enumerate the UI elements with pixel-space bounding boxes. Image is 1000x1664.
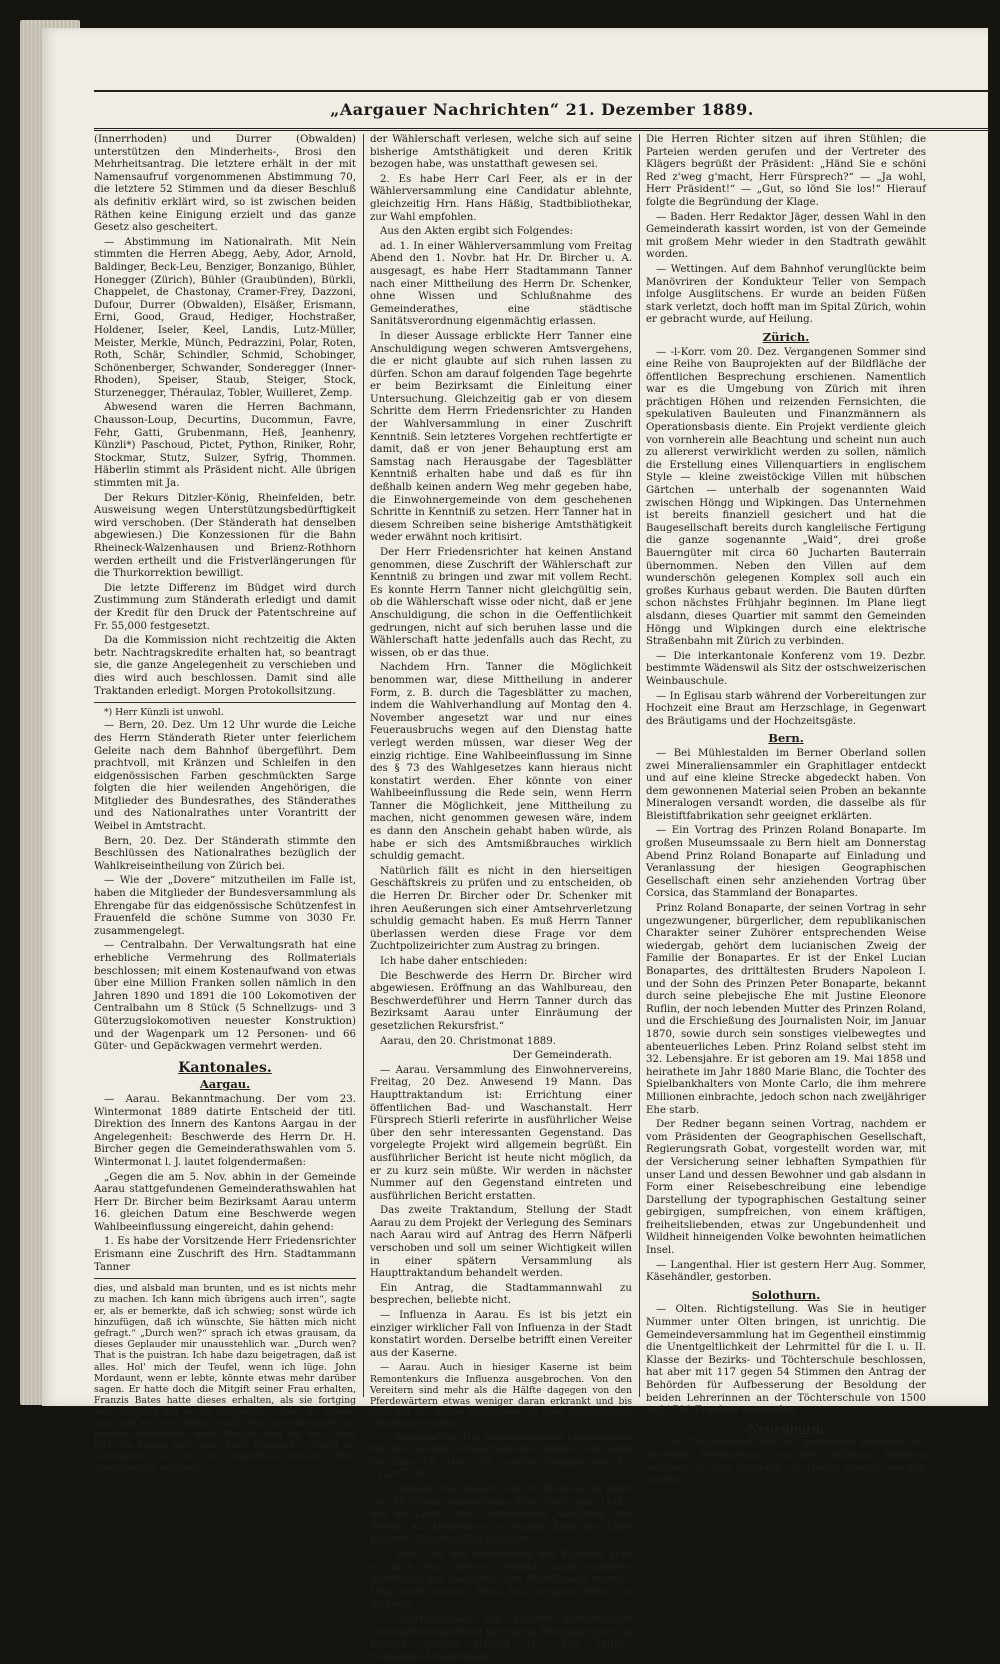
- article-paragraph: der Wählerschaft verlesen, welche sich auf seine bisherige Amtsthätigkeit und deren Kritik bezogen habe, was unstatthaft gewesen sei.: [370, 134, 632, 171]
- article-paragraph: — Aarau. Versammlung des Einwohnervereins, Freitag, 20 Dez. Anwesend 19 Mann. Das Haupttraktandum ist: Errichtung einer öffentlichen Bad- und Waschanstalt. Herr Fürsprech Stierli referirte in ausführlicher Weise über den sehr interessanten Gegenstand. Das vorgelegte Projekt wird allgemein begrüßt. Ein ausführlicher Bericht ist heute nicht möglich, da er zu kurz sein müßte. Wir werden in nächster Nummer auf den Gegenstand eintreten und ausführlichen Bericht erstatten.: [370, 1064, 632, 1202]
- article-paragraph: — Bei Mühlestalden im Berner Oberland sollen zwei Mineraliensammler ein Graphitlager entdeckt und auf eine kleine Strecke abgedeckt haben. Von dem gewonnenen Material seien Proben an bekannte Mineralogen versandt worden, die dasselbe als für Bleistiftfabrikation sehr geeignet erklärten.: [646, 747, 926, 822]
- article-paragraph: — In Eglisau starb während der Vorbereitungen zur Hochzeit eine Braut am Herzschlage, in Gegenwart des Bräutigams und der Hochzeitsgäste.: [646, 690, 926, 727]
- article-paragraph: Da die Kommission nicht rechtzeitig die Akten betr. Nachtragskredite erhalten hat, so beantragt sie, die ganze Angelegenheit zu verschieben und dies wird auch beschlossen. Damit sind alle Traktanden erledigt. Morgen Protokollsitzung.: [94, 635, 356, 697]
- article-paragraph: Aarau, den 20. Christmonat 1889.: [380, 1035, 556, 1047]
- article-paragraph: Der Herr Friedensrichter hat keinen Anstand genommen, diese Zuschrift der Wählerschaft zur Kenntniß zu bringen und zwar mit vollem Recht. Es konnte Herrn Tanner nicht gleichgültig sein, ob die Wählerschaft wisse oder nicht, daß er jene Anschuldigung, die schon in die Oeffentlichkeit gedrungen, nicht auf sich beruhen lasse und die Wählerschaft hatte jedenfalls auch das Recht, zu wissen, ob er das thue.: [370, 547, 632, 659]
- article-paragraph: — Die interkantonale Konferenz vom 19. Dezbr. bestimmte Wädenswil als Sitz der ostschweizerischen Weinbauschule.: [646, 650, 926, 687]
- article-paragraph: — Bremgarten. Die eingegangenen Liebesgaben für die Anstalt schwachsinniger Kinder betragen bis zum 15. Dez. die schöne Summe von Fr. 12,297. 95.: [370, 1431, 632, 1481]
- article-paragraph: Die Herren Richter sitzen auf ihren Stühlen; die Parteien werden gerufen und der Vertreter des Klägers begrüßt der Präsident: „Händ Sie e schöni Red z'weg g'macht, Herr Fürsprech?“ — „Ja wohl, Herr Präsident!“ — „Gut, so lönd Sie los!“ Hierauf folgte die Begründung der Klage.: [646, 134, 926, 208]
- article-paragraph: — Bern, 20. Dez. Um 12 Uhr wurde die Leiche des Herrn Ständerath Rieter unter feierlichem Geleite nach dem Bahnhof übergeführt. Dem prachtvoll, mit Kränzen und Schleifen in den eidgenössischen Farben geschmückten Sarge folgten die hier weilenden Angehörigen, die Mitglieder des Bundesrathes, des Ständerathes und des Nationalrathes unter Vorantritt der Weibel in Amtstracht.: [94, 720, 356, 833]
- masthead: „Aargauer Nachrichten“ 21. Dezember 1889.: [330, 100, 754, 119]
- masthead-rule: [94, 128, 990, 131]
- article-paragraph: (Innerrhoden) und Durrer (Obwalden) unterstützen den Minderheits-, Brosi den Mehrheitsantrag. Die letztere erhält in der mit Namensaufruf vorgenommenen Abstimmung 70, die letztere 52 Stimmen und da dieser Beschluß als definitiv erklärt wird, so ist zwischen beiden Räthen keine Einigung erzielt und das ganze Gesetz also gescheitert.: [94, 134, 356, 234]
- article-paragraph: — Wie der „Dovere“ mitzutheilen im Falle ist, haben die Mitglieder der Bundesversammlung als Ehrengabe für das eidgenössische Schützenfest in Frauenfeld die schöne Summe von 3030 Fr. zusammengelegt.: [94, 875, 356, 937]
- column-divider: [639, 134, 640, 1397]
- column-divider: [363, 134, 364, 1397]
- article-paragraph: — Aarau. Auch in hiesiger Kaserne ist beim Remontenkurs die Influenza ausgebrochen. Von den Vereitern sind mehr als die Hälfte dagegen von den Pferdewärtern etwas weniger daran erkrankt und bis jetzt hat die davon Betroffenen in dem Kantonsspital verbracht worden.: [370, 1362, 632, 1430]
- article-paragraph: Die letzte Differenz im Büdget wird durch Zustimmung zum Ständerath erledigt und damit der Kredit für den Druck der Patentschreine auf Fr. 55,000 festgesetzt.: [94, 582, 356, 632]
- column-3: [646, 134, 926, 1487]
- article-paragraph: — Olten. Richtigstellung. Was Sie in heutiger Nummer unter Olten bringen, ist unrichtig. Die Gemeindeversammlung hat im Gegentheil einstimmig die Unentgeltlichkeit der Lehrmittel für die I. u. II. Klasse der Bezirks- und Töchterschule beschlossen, hat aber mit 117 gegen 54 Stimmen den Antrag der Behörden für Aufbesserung der Besoldung der beiden Lehrerinnen an der Töchterschule von 1500 auf 1700 Franken verworfen.: [646, 1304, 926, 1417]
- article-paragraph: — -l-Korr. vom 20. Dez. Vergangenen Sommer sind eine Reihe von Bauprojekten auf der Bildfläche der öffentlichen Besprechung erschienen. Namentlich war es die Umgebung von Zürich mit ihren prächtigen Höhen und reizenden Fernsichten, die spekulativen Bauleuten und Finanzmännern als Operationsbasis diente. Ein Projekt verdiente gleich von vornherein alle Beachtung und scheint nun auch zu allererst verwirklicht werden zu sollen, nämlich die Erstellung eines Villenquartiers in englischem Style — kleine zweistöckige Villen mit hübschen Gärtchen — unterhalb der sogenannten Waid zwischen Höngg und Wipkingen. Das Unternehmen ist bereits finanziell gesichert und hat die Baugesellschaft bereits durch kangleiische Fertigung die ganze sogenannte „Waid“, drei große Bauerngüter mit circa 60 Jucharten Bauterrain übernommen. Neben den Villen auf dem wunderschön gelegenen Komplex soll auch ein großes Kurhaus gebaut werden. Die Bauten dürften schon nächstes Frühjahr beginnen. Im Plane liegt alsdann, dieses Quartier mit sammt den Gemeinden Höngg und Wipkingen durch eine elektrische Straßenbahn mit Zürich zu verbinden.: [646, 346, 926, 648]
- article-paragraph: Prinz Roland Bonaparte, der seinen Vortrag in sehr ungezwungener, bürgerlicher, dem republikanischen Charakter seiner Zuhörer entsprechenden Weise wiedergab, gehört dem lucianischen Zweig der Familie der Bonapartes. Er ist der Enkel Lucian Bonapartes, des drittältesten Bruders Napoleon I. und der Sohn des Prinzen Peter Bonaparte, bekannt durch seine plebejische Ehe mit Justine Eleonore Ruflin, der noch lebenden Mutter des Prinzen Roland, und die Erschießung des Journalisten Noir, im Januar 1870, sowie durch sein sonstiges vielbewegtes und abenteuerliches Leben. Prinz Roland selbst steht im 32. Lebensjahre. Er ist geboren am 19. Mai 1858 und heirathete im Jahr 1880 Marie Blanc, die Tochter des Spielbankhalters von Monte Carlo, die ihm mehrere Millionen einbrachte, jedoch schon nach zweijähriger Ehe starb.: [646, 903, 926, 1116]
- feuilleton-separator: [94, 1278, 356, 1279]
- section-heading-solothurn: Solothurn.: [751, 1287, 821, 1302]
- column-2: [370, 134, 632, 1663]
- article-paragraph: 1. Es habe der Vorsitzende Herr Friedensrichter Erismann eine Zuschrift des Hrn. Stadtammann Tanner: [94, 1236, 356, 1273]
- article-paragraph: Ich habe daher entschieden:: [380, 956, 528, 967]
- footnote: *) Herr Künzli ist unwohl.: [104, 707, 224, 719]
- article-paragraph: — Ein Vortrag des Prinzen Roland Bonaparte. Im großen Museumssaale zu Bern hielt am Donnerstag Abend Prinz Roland Bonaparte auf Einladung und Veranlassung der hiesigen Geographischen Gesellschaft einen sehr anziehenden Vortrag über Corsica, das Stammland der Bonapartes.: [646, 825, 926, 900]
- article-paragraph: Aus den Akten ergibt sich Folgendes:: [380, 226, 573, 238]
- article-paragraph: — Wohlen. Die dieser Tage in Wohlen, im Alter von 86 Jahren verstorbene Frau Isler, geb. Lüthy, hat im Laufe ihrer vieljährigen Ausübung des Berufs als Hebamme in runder Zahl bei 1800 Kindern Geburtshülfe geleistet.: [370, 1484, 632, 1546]
- signature: Der Gemeinderath.: [512, 1050, 612, 1062]
- article-paragraph: Bern, 20. Dez. Der Ständerath stimmte den Beschlüssen des Nationalrathes bezüglich der Wahlkreiseintheilung von Zürich bei.: [94, 835, 356, 872]
- article-paragraph: — Langenthal. Hier ist gestern Herr Aug. Sommer, Käsehändler, gestorben.: [646, 1259, 926, 1284]
- section-heading-kantonales: Kantonales.: [178, 1059, 272, 1076]
- article-paragraph: Die Beschwerde des Herrn Dr. Bircher wird abgewiesen. Eröffnung an das Wahlbureau, den Beschwerdeführer und Herrn Tanner durch das Bezirksamt Aarau unter Einräumung der gesetzlichen Rekursfrist.“: [370, 970, 632, 1032]
- article-paragraph: — Baden. Herr Redaktor Jäger, dessen Wahl in den Gemeinderath kassirt worden, ist von der Gemeinde mit großem Mehr wieder in den Stadtrath gewählt worden.: [646, 211, 926, 261]
- article-paragraph: Nachdem Hrn. Tanner die Möglichkeit benommen war, diese Mittheilung in anderer Form, z. B. durch die Tagesblätter zu machen, indem die Wahlverhandlung auf Montag den 4. November angesetzt war und nur eines Feuerausbruchs wegen auf den Dienstag hatte verlegt werden müssen, war dieser Weg der einzig richtige. Eine Wahlbeeinflussung im Sinne des § 73 des Wahlgesetzes kann hieraus nicht konstatirt werden. Eher könnte von einer Wahlbeeinflussung die Rede sein, wenn Herrn Tanner die Möglichkeit, jene Mittheilung zu machen, nicht genommen gewesen wäre, indem es dann den Anschein gehabt haben würde, als habe er sich des Amtsmißbrauches wirklich schuldig gemacht.: [370, 662, 632, 863]
- article-paragraph: In dieser Aussage erblickte Herr Tanner eine Anschuldigung wegen schweren Amtsvergehens, die er nicht glaubte auf sich ruhen lassen zu dürfen. Schon am darauf folgenden Tage begehrte er beim Bezirksamt die Einleitung einer Untersuchung. Gleichzeitig gab er von diesem Schritte dem Herrn Friedensrichter zu Handen der Wahlversammlung in einer Zuschrift Kenntniß. Sein letzteres Vorgehen rechtfertigte er damit, daß er von jener Behauptung erst am Samstag nach Herausgabe der Tagesblätter Kenntniß erhalten habe und daß es für ihn deßhalb keinen andern Weg mehr gegeben habe, die Einwohnergemeinde von dem geschehenen Schritte in Kenntniß zu setzen. Herr Tanner hat in diesem Schreiben seine bisherige Amtsthätigkeit weder erwähnt noch kritisirt.: [370, 330, 632, 544]
- article-paragraph: — Influenza in Aarau. Es ist bis jetzt ein einziger wirklicher Fall von Influenza in der Stadt konstatirt worden. Derselbe betrifft einen Vereiter aus der Kaserne.: [370, 1310, 632, 1359]
- article-paragraph: — Abstimmung im Nationalrath. Mit Nein stimmten die Herren Abegg, Aeby, Ador, Arnold, Baldinger, Beck-Leu, Benziger, Bonzanigo, Bühler, Honegger (Zürich), Bühler (Graubünden), Bürkli, Chappelet, de Chastonay, Cramer-Frey, Dazzoni, Dufour, Durrer (Obwalden), Elsäßer, Erismann, Erni, Good, Graud, Hediger, Hochstraßer, Holdener, Iseler, Keel, Landis, Lutz-Müller, Meister, Merkle, Münch, Pedrazzini, Polar, Roten, Roth, Schär, Schindler, Schmid, Schobinger, Schönenberger, Schwander, Sonderegger (Inner-Rhoden), Speiser, Staub, Steiger, Stock, Sturzenegger, Théraulaz, Tobler, Wuilleret, Zemp.: [94, 236, 356, 399]
- article-paragraph: „Gegen die am 5. Nov. abhin in der Gemeinde Aarau stattgefundenen Gemeinderathswahlen hat Herr Dr. Bircher beim Bezirksamt Aarau unterm 16. gleichen Datum eine Beschwerde wegen Wahlbeeinflussung eingereicht, dahin gehend:: [94, 1171, 356, 1233]
- section-heading-bern: Bern.: [768, 731, 804, 746]
- section-heading-aargau: Aargau.: [199, 1077, 251, 1092]
- top-rule: [94, 90, 990, 92]
- section-heading-neuenburg: Neuenburg.: [747, 1420, 825, 1435]
- article-paragraph: — Centralbahn. Der Verwaltungsrath hat eine erhebliche Vermehrung des Rollmaterials beschlossen; mit einem Kostenaufwand von etwas über eine Million Franken sollen nämlich in den Jahren 1890 und 1891 die 100 Lokomotiven der Centralbahn um 8 Stück (5 Schnellzugs- und 3 Güterzugslokomotiven neuester Konstruktion) und der Wagenpark um 12 Personen- und 66 Güter- und Gepäckwagen vermehrt werden.: [94, 940, 356, 1053]
- article-paragraph: Der Redner begann seinen Vortrag, nachdem er vom Präsidenten der Geographischen Gesellschaft, Regierungsrath Gobat, vorgestellt worden war, mit der Versicherung seiner lebhaften Sympathien für unser Land und dessen Bewohner und gab alsdann in Form einer Reisebeschreibung eine lebendige Darstellung der typographischen Gestaltung seiner gebirgigen, sumpfreichen, von einem kräftigen, freiheitsliebenden, etwas zur Ungebundenheit und Wildheit hinneigenden Volke bewohnten heimatlichen Insel.: [646, 1119, 926, 1257]
- article-paragraph: — In Chaurdefonds sei das gesammte Personal des dortigen Postbureaus von der Influenza befallen worden, so daß dasselbe im Dienst ersetzt werden mußte.: [646, 1437, 926, 1487]
- article-paragraph: Das zweite Traktandum, Stellung der Stadt Aarau zu dem Projekt der Verlegung des Seminars nach Aarau wird auf Antrag des Herrn Näfperli verschoben und soll um seiner Wichtigkeit willen in einer spätern Versammlung als Haupttraktandum behandelt werden.: [370, 1205, 632, 1280]
- article-paragraph: — Aarau. Bekanntmachung. Der vom 23. Wintermonat 1889 datirte Entscheid der titl. Direktion des Innern des Kantons Aargau in der Angelegenheit: Beschwerde des Herrn Dr. H. Bircher gegen die Gemeinderathswahlen vom 5. Wintermonat l. J. lautet folgendermaßen:: [94, 1093, 356, 1168]
- article-paragraph: Ein Antrag, die Stadtammannwahl zu besprechen, beliebte nicht.: [370, 1282, 632, 1307]
- feuilleton-text: dies, und alsbald man brunten, und es ist nichts mehr zu machen. Ich kann mich übrigens auch irren“, sagte er, als er bemerkte, daß ich schwieg; sonst würde ich hinzufügen, daß ich wünschte, Sie hätten mich nicht gefragt.“ „Durch wen?“ sprach ich etwas grausam, da dieses Geplauder mir unausstehlich war. „Durch wen? That is the puistran. Ich habe dazu beigetragen, daß ist alles. Hol' mich der Teufel, wenn ich lüge. John Mordaunt, wenn er lebte, könnte etwas mehr darüber sagen. Er hatte doch die Mitgift seiner Frau erhalten, Franzis Bates hatte dieses erhalten, als sie fortging zum Unglück hat er sie aufgesehrt, denn sie lebten, was man so recht leben nennt. Man schickte mich mit meinem Hofmeister nach Neapel, und ich war lange fort. Da haben Sie's nun, Lord Maynard.“ „Nicht im Geringsten. Ich bin im Gegentheil begierig, Ihre Abenteuer zu erfahren.“: [94, 1283, 356, 1474]
- article-paragraph: — Muri. Mit der Eindeckung des Klosters geht es nach dem „Boten“ ziemlich rasch vorwärts; bereits ist der Dachstuhl des Mittelbaues erstellt. Man hofft diesen Theil bis Neujahr fertig zu bringen.: [370, 1548, 632, 1611]
- section-heading-zurich: Zürich.: [762, 329, 810, 344]
- article-paragraph: Natürlich fällt es nicht in den hierseitigen Geschäftskreis zu prüfen und zu entscheiden, ob die Herren Dr. Bircher oder Dr. Schenker mit ihren Aeußerungen sich einer Amtsehrverletzung schuldig gemacht haben. Es muß Herrn Tanner überlassen werden diese Frage vor dem Zuchtpolizeirichter zum Austrag zu bringen.: [370, 865, 632, 953]
- column-1: [94, 134, 356, 1474]
- article-paragraph: — Wettingen. Auf dem Bahnhof verunglückte beim Manövriren der Kondukteur Teller von Sempach infolge Ausglitschens. Er wurde an beiden Füßen stark verletzt, doch hofft man im Spital Zürich, wohin er gebracht wurde, auf Heilung.: [646, 263, 926, 326]
- article-paragraph: — Gerichtliches. Von äußerst gemüthlicher Geschäftsbehandlung bei einem Bezirksgericht im Kanton Aargau erfährt das „Zof. Tagbl.“ Folgendes Müsterchen:: [370, 1613, 632, 1663]
- article-paragraph: 2. Es habe Herr Carl Feer, als er in der Wählerversammlung eine Candidatur ablehnte, gleichzeitig Hrn. Hans Häßig, Stadtbibliothekar, zur Wahl empfohlen.: [370, 173, 632, 223]
- article-paragraph: Abwesend waren die Herren Bachmann, Chausson-Loup, Decurtins, Ducommun, Favre, Fehr, Gatti, Grubenmann, Heß, Jeanhenry, Künzli*) Paschoud, Pictet, Python, Riniker, Rohr, Stockmar, Stutz, Sulzer, Syfrig, Thommen. Häberlin stimmt als Präsident nicht. Alle übrigen stimmten mit Ja.: [94, 402, 356, 490]
- article-paragraph: Der Rekurs Ditzler-König, Rheinfelden, betr. Ausweisung wegen Unterstützungsbedürftigkeit wird verschoben. (Der Ständerath hat denselben abgewiesen.) Die Konzessionen für die Bahn Rheineck-Walzenhausen und Brienz-Rothhorn werden ertheilt und die Fristverlängerungen für die Thurkorrektion bewilligt.: [94, 492, 356, 580]
- article-paragraph: ad. 1. In einer Wählerversammlung vom Freitag Abend den 1. Novbr. hat Hr. Dr. Bircher u. A. ausgesagt, es habe Herr Stadtammann Tanner nach einer Mittheilung des Herrn Dr. Schenker, ohne Wissen und Schlußnahme des Gemeinderathes, eine städtische Sanitätsverordnung eigenmächtig erlassen.: [370, 240, 632, 328]
- separator-line: [94, 702, 356, 703]
